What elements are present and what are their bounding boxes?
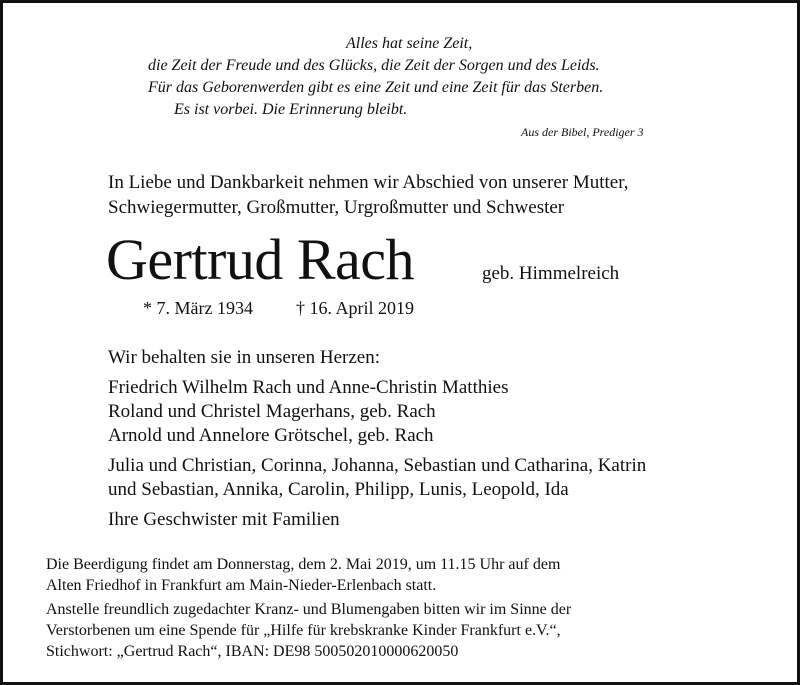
mourners-heading: Wir behalten sie in unseren Herzen: <box>108 347 380 368</box>
death-date: † 16. April 2019 <box>296 298 415 318</box>
mourner-line: Arnold und Annelore Grötschel, geb. Rach <box>108 425 434 446</box>
notice-line: Stichwort: „Gertrud Rach“, IBAN: DE98 500502010000620050 <box>46 643 459 660</box>
mourner-line: Julia und Christian, Corinna, Johanna, Sebastian und Catharina, Katrin <box>108 455 647 476</box>
mourner-line: Roland und Christel Magerhans, geb. Rach <box>108 401 436 422</box>
mourner-line: Ihre Geschwister mit Familien <box>108 509 340 530</box>
birth-date: * 7. März 1934 <box>143 298 253 318</box>
maiden-name: geb. Himmelreich <box>482 263 620 284</box>
notice-line: Die Beerdigung findet am Donnerstag, dem 2. Mai 2019, um 11.15 Uhr auf dem <box>46 556 561 573</box>
mourner-line: Friedrich Wilhelm Rach und Anne-Christin Matthies <box>108 377 509 398</box>
quote-source: Aus der Bibel, Prediger 3 <box>521 125 644 139</box>
deceased-name: Gertrud Rach <box>106 227 415 292</box>
notice-line: Anstelle freundlich zugedachter Kranz- und Blumengaben bitten wir im Sinne der <box>46 601 572 618</box>
intro-line-2: Schwiegermutter, Großmutter, Urgroßmutter und Schwester <box>108 197 565 218</box>
notice-line: Alten Friedhof in Frankfurt am Main-Nieder-Erlenbach statt. <box>46 577 437 594</box>
intro-line-1: In Liebe und Dankbarkeit nehmen wir Abschied von unserer Mutter, <box>108 172 629 193</box>
quote-line-4: Es ist vorbei. Die Erinnerung bleibt. <box>174 101 408 118</box>
notice-line: Verstorbenen um eine Spende für „Hilfe für krebskranke Kinder Frankfurt e.V.“, <box>46 622 561 639</box>
quote-line-3: Für das Geborenwerden gibt es eine Zeit und eine Zeit für das Sterben. <box>148 79 604 96</box>
quote-line-1: Alles hat seine Zeit, <box>346 35 473 52</box>
mourner-line: und Sebastian, Annika, Carolin, Philipp, Lunis, Leopold, Ida <box>108 479 569 500</box>
quote-line-2: die Zeit der Freude und des Glücks, die Zeit der Sorgen und des Leids. <box>148 57 600 74</box>
